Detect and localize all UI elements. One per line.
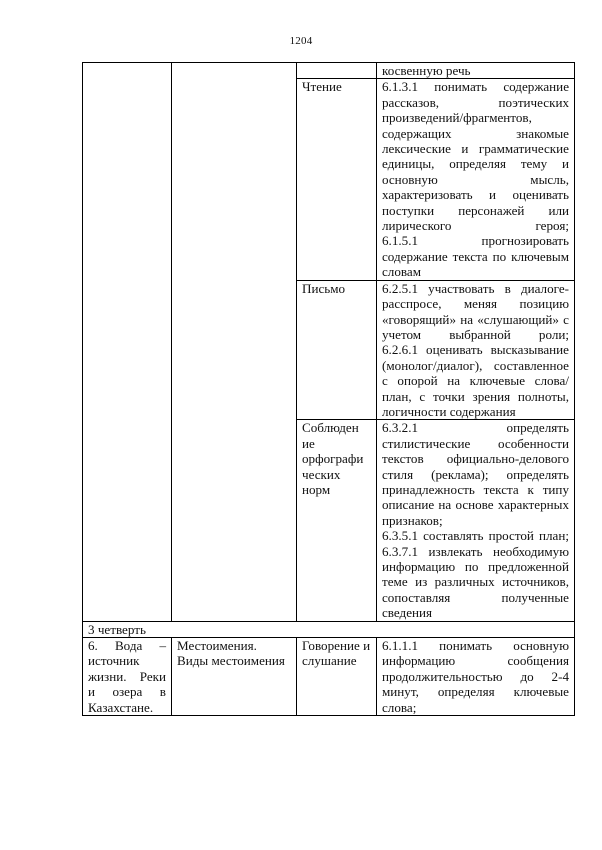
objective-text: 6.2.6.1 оценивать высказывание (монолог/диалог), составленное с опорой на ключевые слова/ план, с точки зрения полноты, логичности содержания [382, 342, 569, 419]
topic-cell: 6. Вода – источник жизни. Реки и озера в Казахстане. [83, 638, 172, 716]
page-number: 1204 [289, 35, 313, 47]
grammar-cell: Местоимения. Виды местоимения [172, 638, 297, 716]
skill-cell-empty [297, 63, 377, 79]
objective-cell [377, 280, 575, 420]
objective-text: 6.1.5.1 прогнозировать содержание текста по ключевым словам [382, 233, 569, 280]
table-row [83, 63, 575, 79]
skill-cell: Чтение [297, 79, 377, 280]
skill-cell: Письмо [297, 280, 377, 420]
topic-cell-empty [83, 63, 172, 622]
objective-cell [377, 79, 575, 280]
skill-line: орфографи [302, 451, 364, 467]
curriculum-table [82, 62, 575, 716]
skill-line: ческих [302, 466, 341, 482]
objective-text: 6.3.7.1 извлекать необходимую информацию по предложенной теме из различных источников, сопоставляя полученные сведения [382, 543, 569, 621]
quarter-row [83, 621, 575, 637]
objective-text: 6.2.5.1 участвовать в диалоге-расспросе, меняя позицию «говорящий» на «слушающий» с учетом выбранной роли; [382, 280, 569, 342]
objective-cell: 6.1.1.1 понимать основную информацию сообщения продолжительностью до 2-4 минут, определяя ключевые слова; [377, 638, 575, 716]
objective-cell [377, 420, 575, 621]
table-row [83, 638, 575, 716]
skill-cell [297, 420, 377, 621]
objective-text: 6.1.3.1 понимать содержание рассказов, поэтических произведений/фрагментов, содержащих знакомые лексические и грамматические единицы, определяя тему и основную мысль, характеризовать и оценивать поступки персонажей или лирического героя; [382, 79, 569, 234]
skill-line: Соблюден [302, 420, 359, 436]
objective-text: 6.3.2.1 определять стилистические особенности текстов официально-делового стиля (реклама); определять принадлежность текста к типу описание на основе характерных признаков; [382, 420, 569, 528]
grammar-cell-empty [172, 63, 297, 622]
skill-line: ие [302, 435, 315, 451]
skill-line: норм [302, 481, 331, 497]
objective-text: 6.3.5.1 составлять простой план; [382, 528, 569, 544]
skill-cell: Говорение и слушание [297, 638, 377, 716]
objective-cell: косвенную речь [377, 63, 575, 79]
quarter-label: 3 четверть [83, 621, 575, 637]
